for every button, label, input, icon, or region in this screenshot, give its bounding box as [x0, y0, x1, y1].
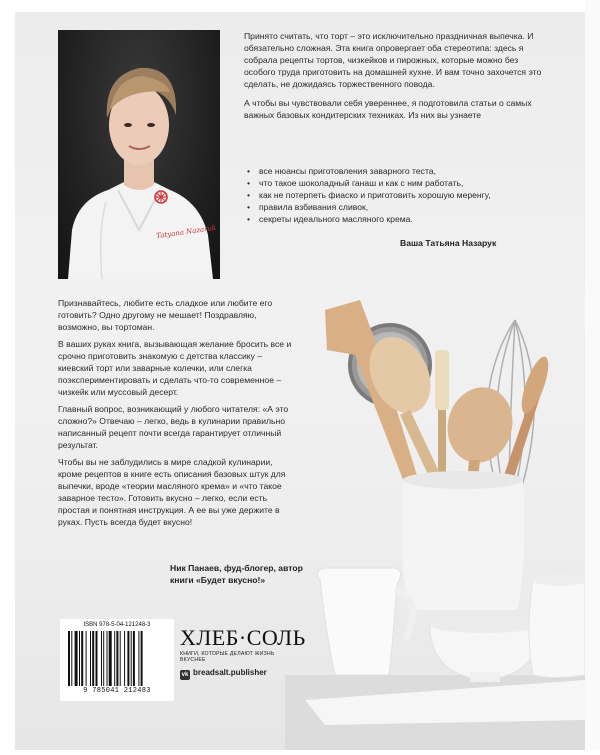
review-paragraph: В ваших руках книга, вызывающая желание бросить все и срочно приготовить знакомую с детства классику – киевский торт или заварные колечки, или слегка поэкспериментировать и сделать что-то современное – чизкейк или муссовый десерт.	[58, 339, 292, 397]
review-paragraph: Чтобы вы не заблудились в мире сладкой кулинарии, кроме рецептов в книге есть описания базовых штук для выпечки, вроде «теории масляного крема» и «что такое заварное тесто». Готовить вкусно – легко, если есть простая и понятная инструкция. А ее вы уже держите в руках. Пусть всегда будет вкусно!	[58, 457, 286, 527]
intro-paragraph-2: А чтобы вы чувствовали себя увереннее, я подготовила статьи о самых важных базовых кондитерских техниках. Из них вы узнаете	[244, 98, 532, 120]
list-item: • все нюансы приготовления заварного теста,	[244, 165, 544, 177]
barcode-bars	[68, 631, 166, 686]
isbn-text: ISBN 978-5-04-121248-3	[83, 622, 151, 628]
logo-tagline: КНИГИ, КОТОРЫЕ ДЕЛАЮТ ЖИЗНЬ ВКУСНЕЕ	[180, 651, 275, 663]
review-paragraph: Признавайтесь, любите есть сладкое или любите его готовить? Одно другому не мешает! Поздравляю, возможно, вы тортоман.	[58, 298, 273, 332]
social-handle	[180, 668, 267, 680]
techniques-list	[244, 165, 544, 225]
list-item: • что такое шоколадный ганаш и как с ним работать,	[244, 177, 544, 189]
page-edge	[585, 0, 600, 750]
author-portrait	[58, 30, 220, 279]
list-item: • секреты идеального масляного крема.	[244, 213, 544, 225]
list-item: • правила взбивания сливок,	[244, 201, 544, 213]
publisher-logo	[180, 625, 306, 663]
review-signature: Ник Панаев, фуд-блогер, автор книги «Будет вкусно!»	[170, 563, 303, 585]
review-paragraph: Главный вопрос, возникающий у любого читателя: «А это сложно?» Отвечаю – легко, ведь в кулинарии правильно написанный рецепт почти всегда гарантирует отличный результат.	[58, 404, 289, 450]
author-signature: Ваша Татьяна Назарук	[400, 238, 497, 248]
author-intro	[244, 30, 544, 128]
vk-icon: vk	[181, 672, 189, 678]
barcode	[60, 619, 174, 701]
list-item: • как не потерпеть фиаско и приготовить хорошую меренгу,	[244, 189, 544, 201]
jacket-embroidery: Tatyana Nazaruk	[155, 223, 217, 241]
logo-wordmark: ХЛЕБ·СОЛЬ	[180, 625, 306, 650]
intro-paragraph-1: Принято считать, что торт – это исключительно праздничная выпечка. И обязательно сложная. Эта книга опровергает оба стереотипа: здесь я собрала рецепты тортов, чизкейков и пирожных, которые можно без особого труда приготовить на домашней кухне. И вам точно захочется это сделать, не дожидаясь торжественного повода.	[244, 31, 542, 89]
social-handle-text: breadsalt.publisher	[193, 668, 267, 677]
blogger-review	[58, 297, 293, 533]
kitchen-utensils-photo	[285, 280, 585, 750]
barcode-number: 9 785041 212483	[83, 687, 151, 695]
